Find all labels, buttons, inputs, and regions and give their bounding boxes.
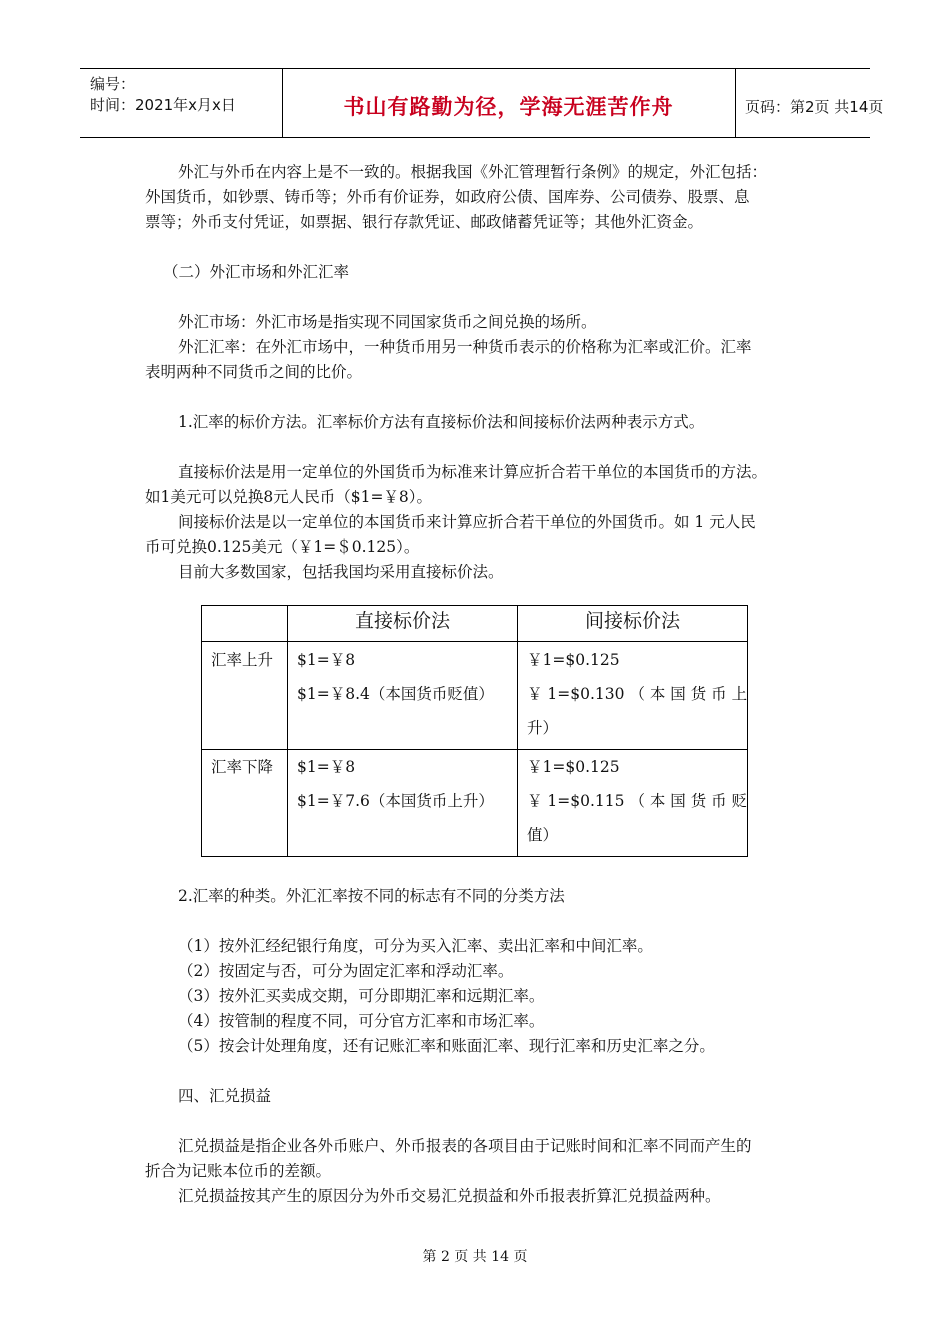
time-label: 时间：2021年x月x日	[90, 96, 236, 114]
fall-indirect-line3: 值）	[527, 826, 559, 844]
fall-direct-line2: $1=￥7.6（本国货币上升）	[297, 792, 494, 810]
fall-direct-line1: $1=￥8	[297, 758, 356, 776]
paragraph-forex-l2: 外国货币，如钞票、铸币等；外币有价证券，如政府公债、国库券、公司债券、股票、息	[145, 188, 750, 206]
paragraph-most-countries: 目前大多数国家，包括我国均采用直接标价法。	[178, 563, 504, 581]
page-header	[80, 68, 884, 138]
fall-indirect-line1: ￥1=$0.125	[527, 758, 620, 776]
table-divider-header	[201, 641, 748, 642]
motto-text: 书山有路勤为径，学海无涯苦作舟	[343, 95, 674, 119]
table-divider-col2	[517, 605, 518, 857]
table-divider-col1	[287, 605, 288, 857]
rate-type-4: （4）按管制的程度不同，可分官方汇率和市场汇率。	[178, 1012, 545, 1030]
rate-type-2: （2）按固定与否，可分为固定汇率和浮动汇率。	[178, 962, 514, 980]
row-label-fall: 汇率下降	[211, 758, 274, 776]
header-left-cell	[80, 69, 283, 137]
header-right-cell	[735, 69, 884, 137]
paragraph-direct-l1: 直接标价法是用一定单位的外国货币为标准来计算应折合若干单位的本国货币的方法。	[178, 463, 768, 481]
rate-type-5: （5）按会计处理角度，还有记账汇率和账面汇率、现行汇率和历史汇率之分。	[178, 1037, 715, 1055]
paragraph-gains-losses-2: 汇兑损益按其产生的原因分为外币交易汇兑损益和外币报表折算汇兑损益两种。	[178, 1187, 721, 1205]
table-border-bottom	[201, 856, 748, 857]
row-label-rise: 汇率上升	[211, 651, 274, 669]
paragraph-forex-l3: 票等；外币支付凭证，如票据、银行存款凭证、邮政储蓄凭证等；其他外汇资金。	[145, 213, 704, 231]
page-footer: 第 2 页 共 14 页	[422, 1249, 528, 1265]
paragraph-gains-losses-l2: 折合为记账本位币的差额。	[145, 1162, 332, 1180]
table-divider-row	[201, 749, 748, 750]
item-rate-types: 2.汇率的种类。外汇汇率按不同的标志有不同的分类方法	[178, 887, 565, 905]
table-border-left	[201, 605, 202, 857]
section-heading-gains-losses: 四、汇兑损益	[178, 1087, 272, 1105]
table-header-indirect: 间接标价法	[584, 610, 680, 632]
quote-method-table	[201, 605, 748, 857]
rise-indirect-line1: ￥1=$0.125	[527, 651, 620, 669]
rise-indirect-line3: 升）	[527, 719, 559, 737]
paragraph-direct-l2: 如1美元可以兑换8元人民币（$1=￥8）。	[145, 488, 433, 506]
paragraph-market: 外汇市场：外汇市场是指实现不同国家货币之间兑换的场所。	[178, 313, 597, 331]
item-quote-methods: 1.汇率的标价方法。汇率标价方法有直接标价法和间接标价法两种表示方式。	[178, 413, 705, 431]
paragraph-rate-l2: 表明两种不同货币之间的比价。	[145, 363, 363, 381]
rate-type-1: （1）按外汇经纪银行角度，可分为买入汇率、卖出汇率和中间汇率。	[178, 937, 653, 955]
fall-indirect-line2: ￥ 1=$0.115 （ 本 国 货 币 贬	[527, 792, 748, 810]
paragraph-indirect-l1: 间接标价法是以一定单位的本国货币来计算应折合若干单位的外国货币。如 1 元人民	[178, 513, 756, 531]
page-info: 页码：第2页 共14页	[745, 98, 884, 116]
rise-direct-line1: $1=￥8	[297, 651, 356, 669]
table-border-top	[201, 605, 748, 606]
rise-direct-line2: $1=￥8.4（本国货币贬值）	[297, 685, 494, 703]
paragraph-forex-l1: 外汇与外币在内容上是不一致的。根据我国《外汇管理暂行条例》的规定，外汇包括：	[178, 163, 768, 181]
paragraph-gains-losses-l1: 汇兑损益是指企业各外币账户、外币报表的各项目由于记账时间和汇率不同而产生的	[178, 1137, 752, 1155]
rate-type-3: （3）按外汇买卖成交期，可分即期汇率和远期汇率。	[178, 987, 545, 1005]
table-header-direct: 直接标价法	[354, 610, 450, 632]
header-motto-cell	[282, 69, 736, 137]
paragraph-indirect-l2: 币可兑换0.125美元（￥1=＄0.125）。	[145, 538, 420, 556]
rise-indirect-line2: ￥ 1=$0.130 （ 本 国 货 币 上	[527, 685, 748, 703]
code-label: 编号：	[90, 75, 136, 93]
paragraph-rate-l1: 外汇汇率：在外汇市场中，一种货币用另一种货币表示的价格称为汇率或汇价。汇率	[178, 338, 752, 356]
section-heading-market: （二）外汇市场和外汇汇率	[163, 263, 350, 281]
table-border-right	[747, 605, 748, 857]
